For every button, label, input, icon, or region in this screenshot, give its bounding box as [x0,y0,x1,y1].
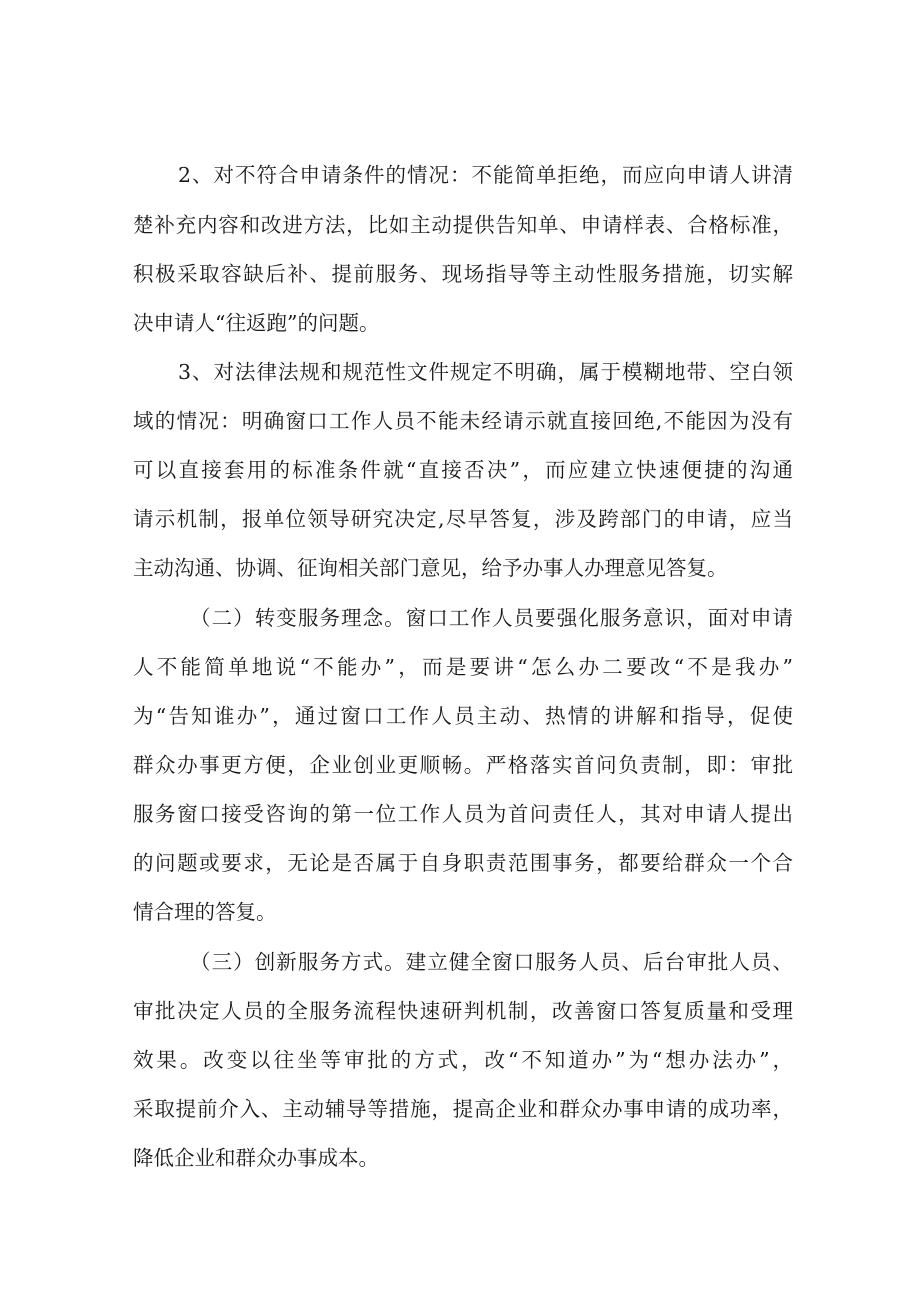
paragraph-4-line-5: 降低企业和群众办事成本。 [133,1146,379,1170]
paragraph-1-line-4: 决申请人“往返跑”的问题。 [133,311,380,335]
paragraph-2-line-1: 3、对法律法规和规范性文件规定不明确，属于模糊地带、空白领 [178,360,793,384]
paragraph-4-line-1: （三）创新服务方式。建立健全窗口服务人员、后台审批人员、 [190,950,793,974]
paragraph-3-line-4: 群众办事更方便，企业创业更顺畅。严格落实首问负责制，即：审批 [133,753,793,777]
paragraph-1-line-2: 楚补充内容和改进方法，比如主动提供告知单、申请样表、合格标准， [133,213,793,237]
paragraph-2-line-5: 主动沟通、协调、征询相关部门意见，给予办事人办理意见答复。 [133,556,728,580]
paragraph-4-line-2: 审批决定人员的全服务流程快速研判机制，改善窗口答复质量和受理 [133,999,793,1023]
paragraph-3-line-2: 人不能简单地说“不能办”，而是要讲“怎么办二要改“不是我办” [133,655,793,679]
paragraph-2-line-3: 可以直接套用的标准条件就“直接否决”，而应建立快速便捷的沟通 [133,458,793,482]
paragraph-2-line-2: 域的情况：明确窗口工作人员不能未经请示就直接回绝,不能因为没有 [133,409,793,433]
paragraph-4-line-4: 采取提前介入、主动辅导等措施，提高企业和群众办事申请的成功率， [133,1097,793,1121]
paragraph-3-line-7: 情合理的答复。 [133,900,277,924]
paragraph-1-line-1: 2、对不符合申请条件的情况：不能简单拒绝，而应向申请人讲清 [178,163,793,187]
paragraph-3-line-6: 的问题或要求，无论是否属于自身职责范围事务，都要给群众一个合 [133,851,793,875]
paragraph-2-line-4: 请示机制，报单位领导研究决定,尽早答复，涉及跨部门的申请，应当 [133,507,793,531]
paragraph-3-line-1: （二）转变服务理念。窗口工作人员要强化服务意识，面对申请 [190,606,793,630]
paragraph-1-line-3: 积极采取容缺后补、提前服务、现场指导等主动性服务措施，切实解 [133,262,793,286]
paragraph-3-line-5: 服务窗口接受咨询的第一位工作人员为首问责任人，其对申请人提出 [133,802,793,826]
paragraph-3-line-3: 为“告知谁办”，通过窗口工作人员主动、热情的讲解和指导，促使 [133,704,793,728]
paragraph-4-line-3: 效果。改变以往坐等审批的方式，改“不知道办”为“想办法办”， [133,1048,793,1072]
